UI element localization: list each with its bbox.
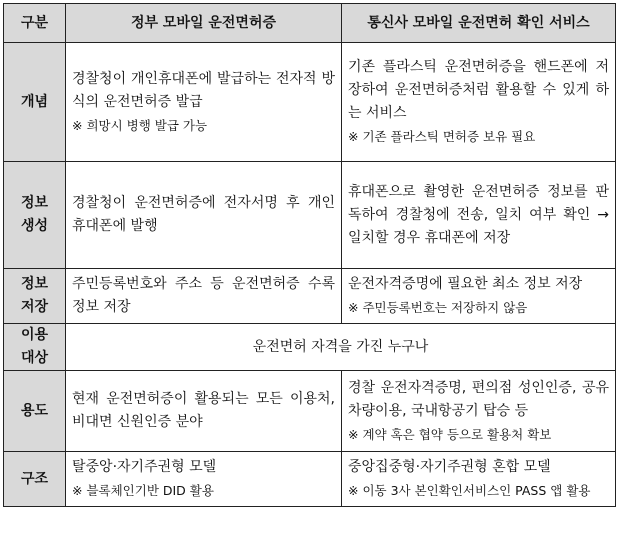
cell-note: ※ 희망시 병행 발급 가능: [72, 117, 208, 133]
row-label-concept: 개념: [4, 43, 66, 162]
cell-note: ※ 주민등록번호는 저장하지 않음: [348, 300, 528, 315]
cell-text: 중앙집중형·자기주권형 혼합 모델: [348, 459, 551, 475]
cell-text: 경찰청이 개인휴대폰에 발급하는 전자적 방식의 운전면허증 발급: [72, 70, 335, 110]
cell-gov-usage: [66, 371, 342, 452]
row-label-info-gen: [4, 162, 66, 269]
cell-tel-structure: [342, 452, 616, 507]
cell-tel-info-gen: [342, 162, 616, 269]
cell-text: 현재 운전면허증이 활용되는 모든 이용처, 비대면 신원인증 분야: [72, 391, 335, 430]
cell-text: 운전면허 자격을 가진 누구나: [252, 338, 429, 355]
comparison-table: [3, 3, 616, 507]
cell-text: 경찰청이 운전면허증에 전자서명 후 개인 휴대폰에 발행: [72, 195, 335, 234]
header-row: [4, 4, 616, 43]
cell-tel-concept: [342, 43, 616, 162]
cell-text: 운전자격증명에 필요한 최소 정보 저장: [348, 276, 583, 292]
row-label-line: 대상: [20, 350, 49, 366]
cell-gov-info-gen: [66, 162, 342, 269]
table-row: [4, 162, 616, 269]
row-label-line: 생성: [20, 218, 49, 234]
row-label-line: 이용: [20, 327, 49, 343]
cell-gov-concept: [66, 43, 342, 162]
cell-gov-structure: [66, 452, 342, 507]
cell-text: 탈중앙·자기주권형 모델: [72, 459, 217, 475]
cell-target-merged: [66, 324, 616, 371]
row-label-usage: 용도: [4, 371, 66, 452]
table-row: [4, 452, 616, 507]
cell-note: ※ 이동 3사 본인확인서비스인 PASS 앱 활용: [348, 483, 591, 498]
row-label-structure: 구조: [4, 452, 66, 507]
cell-text: 주민등록번호와 주소 등 운전면허증 수록 정보 저장: [72, 276, 335, 315]
cell-tel-info-store: [342, 269, 616, 324]
cell-text: 휴대폰으로 촬영한 운전면허증 정보를 판독하여 경찰청에 전송, 일치 여부 확인 → 일치할 경우 휴대폰에 저장: [348, 183, 609, 246]
cell-note: ※ 블록체인기반 DID 활용: [72, 483, 214, 498]
header-category: 구분: [4, 4, 66, 43]
cell-gov-info-store: [66, 269, 342, 324]
table-row: [4, 371, 616, 452]
table-row: [4, 43, 616, 162]
row-label-target: [4, 324, 66, 371]
row-label-info-store: [4, 269, 66, 324]
cell-note: ※ 기존 플라스틱 면허증 보유 필요: [348, 129, 536, 144]
cell-note: ※ 계약 혹은 협약 등으로 활용처 확보: [348, 426, 552, 442]
cell-text: 기존 플라스틱 운전면허증을 핸드폰에 저장하여 운전면허증처럼 활용할 수 있게 하는 서비스: [348, 59, 609, 121]
header-telecom-license-service: 통신사 모바일 운전면허 확인 서비스: [342, 4, 616, 43]
cell-text: 경찰 운전자격증명, 편의점 성인인증, 공유차량이용, 국내항공기 탑승 등: [348, 379, 609, 419]
cell-tel-usage: [342, 371, 616, 452]
table-row: [4, 269, 616, 324]
row-label-line: 저장: [20, 299, 49, 315]
row-label-line: 정보: [20, 195, 49, 211]
row-label-line: 정보: [20, 276, 49, 292]
table-row: [4, 324, 616, 371]
header-gov-mobile-license: 정부 모바일 운전면허증: [66, 4, 342, 43]
